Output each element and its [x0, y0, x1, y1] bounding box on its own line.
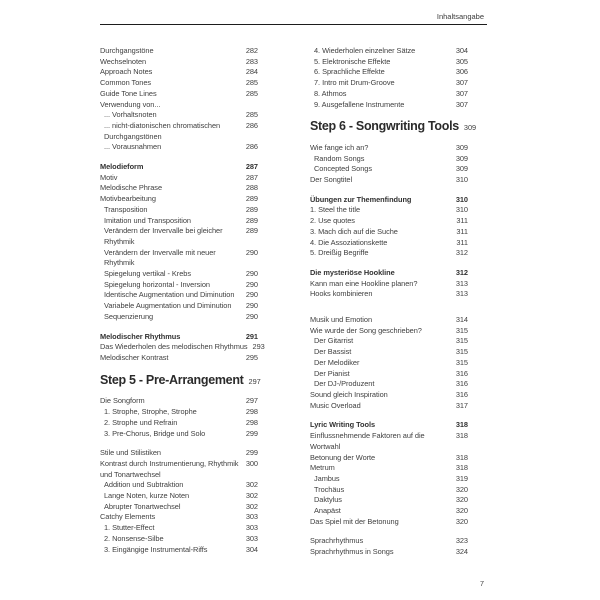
toc-section-gap [100, 439, 258, 448]
toc-entry-title: 4. Wiederholen einzelner Sätze [314, 46, 416, 55]
toc-entry-title: Melodischer Kontrast [100, 352, 169, 362]
toc-entry-title: Melodieform [100, 162, 144, 172]
toc-entry [310, 431, 468, 442]
toc-entry-title: Hooks kombinieren [310, 289, 373, 299]
toc-entry [100, 459, 258, 470]
toc-entry [100, 162, 258, 173]
toc-entry [310, 369, 468, 380]
toc-entry-title: Melodische Phrase [100, 183, 163, 193]
toc-entry [100, 173, 258, 184]
toc-entry-page-number: 311 [456, 237, 468, 247]
toc-entry-title: Sprachrhythmus [310, 536, 364, 546]
toc-entry-title: 3. Pre-Chorus, Bridge und Solo [104, 428, 206, 438]
toc-entry-title: ... Vorhaltsnoten [104, 110, 157, 120]
toc-entry-page-number: 318 [455, 452, 468, 462]
toc-columns [100, 46, 477, 558]
toc-entry-page-number: 303 [245, 533, 258, 543]
toc-entry-title: Metrum [310, 463, 335, 473]
toc-entry-page-number: 313 [455, 278, 468, 288]
toc-entry [100, 396, 258, 407]
toc-entry-page-number: 312 [455, 267, 468, 277]
toc-entry [310, 401, 468, 412]
toc-section-gap [100, 153, 258, 162]
toc-entry-page-number: 316 [455, 389, 468, 399]
toc-entry-page-number: 303 [245, 512, 258, 522]
toc-entry [100, 280, 258, 291]
toc-entry-page-number: 310 [455, 175, 468, 185]
toc-entry-title: Abrupter Tonartwechsel [104, 501, 181, 511]
toc-entry-page-number: 285 [245, 88, 258, 98]
toc-entry-page-number: 290 [245, 279, 258, 289]
toc-entry-page-number: 323 [455, 536, 468, 546]
toc-entry-page-number: 315 [455, 357, 468, 367]
toc-entry-title: Imitation und Transposition [104, 215, 191, 225]
toc-entry-title: Trochäus [314, 484, 345, 494]
toc-entry-page-number: 309 [455, 164, 468, 174]
toc-entry-title: Motiv [100, 172, 118, 182]
toc-entry-title: Step 6 - Songwriting Tools [310, 119, 459, 134]
toc-entry-page-number: 287 [245, 172, 258, 182]
toc-entry [310, 46, 468, 57]
toc-entry [100, 407, 258, 418]
toc-entry-title: Übungen zur Themenfindung [310, 194, 412, 204]
toc-entry [100, 448, 258, 459]
toc-entry-page-number: 317 [455, 400, 468, 410]
toc-entry-page-number: 303 [245, 523, 258, 533]
toc-entry-title: Daktylus [314, 495, 342, 505]
toc-entry [100, 121, 258, 132]
toc-entry [100, 89, 258, 100]
toc-entry-page-number: 320 [455, 495, 468, 505]
toc-entry [100, 258, 258, 269]
toc-entry-title: Identische Augmentation und Diminution [104, 290, 235, 300]
toc-entry [310, 506, 468, 517]
header-rule [100, 24, 487, 25]
toc-entry [100, 470, 258, 481]
toc-entry-page-number: 286 [245, 120, 258, 130]
toc-entry-title: 1. Stutter-Effect [104, 523, 155, 533]
toc-entry [100, 502, 258, 513]
toc-entry-page-number: 299 [245, 428, 258, 438]
toc-entry [310, 289, 468, 300]
toc-entry [100, 205, 258, 216]
toc-entry [100, 226, 258, 237]
toc-entry [310, 347, 468, 358]
toc-entry [310, 164, 468, 175]
toc-entry-page-number: 305 [455, 56, 468, 66]
toc-entry [100, 132, 258, 143]
toc-entry-page-number: 310 [455, 194, 468, 204]
toc-entry [100, 312, 258, 323]
toc-entry [100, 290, 258, 301]
toc-entry-page-number: 324 [455, 547, 468, 557]
toc-entry-page-number: 307 [455, 99, 468, 109]
toc-entry-title: Der Bassist [314, 347, 352, 357]
toc-entry [310, 268, 468, 279]
toc-entry [310, 248, 468, 259]
toc-entry [310, 78, 468, 89]
toc-entry [310, 227, 468, 238]
toc-entry-page-number: 319 [455, 473, 468, 483]
toc-entry-title: Spiegelung horizontal - Inversion [104, 279, 210, 289]
toc-entry-title: 3. Eingängige Instrumental-Riffs [104, 544, 208, 554]
toc-entry-title: 3. Mach dich auf die Suche [310, 226, 398, 236]
toc-entry-page-number: 320 [455, 484, 468, 494]
toc-entry-title: Step 5 - Pre-Arrangement [100, 372, 244, 387]
toc-entry-page-number: 285 [245, 78, 258, 88]
toc-entry-title: Jambus [314, 473, 340, 483]
toc-entry [310, 216, 468, 227]
toc-entry-title: Verwendung von... [100, 99, 161, 109]
toc-entry-title: Sound gleich Inspiration [310, 389, 388, 399]
toc-entry [100, 110, 258, 121]
toc-entry [100, 57, 258, 68]
toc-entry-page-number: 290 [245, 311, 258, 321]
toc-entry [100, 429, 258, 440]
toc-entry [310, 315, 468, 326]
toc-entry [100, 353, 258, 364]
toc-entry-page-number: 284 [245, 67, 258, 77]
toc-chapter-heading [310, 119, 477, 134]
toc-entry [100, 248, 258, 259]
toc-entry-page-number: 309 [455, 153, 468, 163]
toc-entry [310, 175, 468, 186]
toc-entry-title: Wie fange ich an? [310, 142, 369, 152]
toc-entry-page-number: 318 [455, 431, 468, 441]
toc-entry-title: Approach Notes [100, 67, 153, 77]
toc-entry [310, 420, 468, 431]
toc-entry-page-number: 283 [245, 56, 258, 66]
toc-entry-title: Stile und Stilistiken [100, 448, 161, 458]
toc-entry-page-number: 309 [455, 142, 468, 152]
toc-entry-page-number: 314 [455, 315, 468, 325]
toc-section-gap [100, 323, 258, 332]
toc-entry [100, 216, 258, 227]
toc-chapter-heading [100, 372, 261, 388]
toc-entry-page-number: 297 [245, 396, 258, 406]
toc-entry [310, 547, 468, 558]
toc-entry-page-number: 302 [245, 491, 258, 501]
toc-entry [310, 238, 468, 249]
toc-entry-page-number: 289 [245, 215, 258, 225]
toc-entry-page-number: 304 [245, 544, 258, 554]
toc-entry-title: Das Wiederholen des melodischen Rhythmus [100, 342, 248, 352]
page-header-title: Inhaltsangabe [436, 12, 484, 21]
toc-entry [100, 142, 258, 153]
toc-entry-title: Guide Tone Lines [100, 88, 157, 98]
toc-entry-title: Wie wurde der Song geschrieben? [310, 325, 422, 335]
toc-section-gap [310, 259, 468, 268]
toc-entry-title: Die mysteriöse Hookline [310, 267, 395, 277]
toc-entry [310, 279, 468, 290]
toc-entry-page-number: 306 [455, 67, 468, 77]
toc-entry [100, 78, 258, 89]
toc-entry-page-number: 310 [455, 205, 468, 215]
toc-entry [310, 100, 468, 111]
toc-entry-title: Variabele Augmentation und Diminution [104, 301, 232, 311]
toc-entry-page-number: 315 [455, 325, 468, 335]
toc-entry-title: Das Spiel mit der Betonung [310, 516, 399, 526]
toc-entry-page-number: 287 [245, 162, 258, 172]
toc-entry-page-number: 304 [455, 46, 468, 55]
toc-section-gap [310, 411, 468, 420]
toc-entry-page-number: 288 [245, 183, 258, 193]
toc-entry-title: 2. Nonsense-Silbe [104, 533, 164, 543]
toc-entry-page-number: 302 [245, 501, 258, 511]
toc-entry-title: 1. Steel the title [310, 205, 361, 215]
toc-entry [100, 342, 265, 353]
toc-entry [310, 336, 468, 347]
toc-entry [100, 194, 258, 205]
toc-entry-page-number: 290 [245, 269, 258, 279]
toc-entry [310, 195, 468, 206]
toc-entry-title: 1. Strophe, Strophe, Strophe [104, 407, 197, 417]
toc-entry-page-number: 318 [455, 463, 468, 473]
toc-entry-page-number: 315 [455, 347, 468, 357]
toc-entry-page-number: 311 [456, 216, 468, 226]
toc-entry [310, 89, 468, 100]
toc-section-gap [310, 300, 468, 315]
toc-entry-title: Kontrast durch Instrumentierung, Rhythmik [100, 458, 239, 468]
toc-entry-page-number: 282 [245, 46, 258, 55]
toc-entry [310, 67, 468, 78]
toc-entry-title: Wortwahl [310, 441, 341, 451]
toc-entry-title: Melodischer Rhythmus [100, 331, 181, 341]
toc-entry-page-number: 290 [245, 290, 258, 300]
toc-entry-title: 5. Dreißig Begriffe [310, 248, 369, 258]
toc-entry [310, 517, 468, 528]
toc-entry-title: 5. Elektronische Effekte [314, 56, 391, 66]
toc-entry-title: Lange Noten, kurze Noten [104, 491, 190, 501]
toc-entry-page-number: 289 [245, 194, 258, 204]
toc-entry-title: Common Tones [100, 78, 152, 88]
toc-entry-page-number: 316 [455, 379, 468, 389]
toc-entry [100, 491, 258, 502]
toc-entry-title: Anapäst [314, 506, 341, 516]
toc-entry [100, 100, 258, 111]
toc-entry-page-number: 320 [455, 506, 468, 516]
toc-entry-page-number: 286 [245, 142, 258, 152]
toc-entry-title: ... Vorausnahmen [104, 142, 162, 152]
toc-entry [100, 237, 258, 248]
toc-entry [100, 418, 258, 429]
toc-entry [100, 480, 258, 491]
toc-entry-page-number: 312 [455, 248, 468, 258]
toc-entry-title: ... nicht-diatonischen chromatischen [104, 120, 221, 130]
toc-entry [310, 379, 468, 390]
toc-entry [310, 390, 468, 401]
toc-entry-page-number: 320 [455, 516, 468, 526]
toc-entry-title: Music Overload [310, 400, 361, 410]
toc-entry [310, 326, 468, 337]
toc-entry-page-number: 298 [245, 407, 258, 417]
toc-entry-title: Rhythmik [104, 236, 135, 246]
toc-entry-title: 2. Use quotes [310, 216, 355, 226]
toc-entry [310, 536, 468, 547]
toc-entry-title: 4. Die Assoziationskette [310, 237, 388, 247]
toc-entry [100, 67, 258, 78]
toc-section-gap [310, 527, 468, 536]
toc-entry-title: Sprachrhythmus in Songs [310, 547, 394, 557]
toc-entry [310, 358, 468, 369]
toc-entry [310, 154, 468, 165]
toc-entry-page-number: 293 [252, 342, 265, 352]
toc-column-right [310, 46, 477, 558]
toc-entry-title: Random Songs [314, 153, 365, 163]
toc-entry [100, 523, 258, 534]
toc-entry-title: Die Songform [100, 396, 145, 406]
toc-entry-page-number: 297 [248, 376, 261, 386]
toc-entry [100, 269, 258, 280]
toc-entry-title: Musik und Emotion [310, 315, 372, 325]
toc-entry-title: Verändern der Invervalle bei gleicher [104, 226, 223, 236]
toc-entry-title: Sequenzierung [104, 311, 154, 321]
toc-entry [100, 183, 258, 194]
toc-entry-title: Einflussnehmende Faktoren auf die [310, 431, 425, 441]
toc-entry-title: Rhythmik [104, 258, 135, 268]
toc-entry-page-number: 311 [456, 226, 468, 236]
toc-entry-title: 2. Strophe und Refrain [104, 417, 178, 427]
toc-entry-title: 6. Sprachliche Effekte [314, 67, 385, 77]
toc-entry-page-number: 302 [245, 480, 258, 490]
toc-entry [100, 545, 258, 556]
toc-entry [310, 57, 468, 68]
toc-entry [310, 453, 468, 464]
toc-entry-title: Lyric Writing Tools [310, 420, 376, 430]
toc-column-left [100, 46, 265, 558]
toc-entry-page-number: 309 [463, 123, 477, 133]
toc-entry-title: Durchgangstöne [100, 46, 154, 55]
toc-entry [310, 474, 468, 485]
toc-entry-page-number: 291 [245, 331, 258, 341]
toc-entry-page-number: 299 [245, 448, 258, 458]
toc-entry-page-number: 300 [245, 458, 258, 468]
toc-entry [100, 46, 258, 57]
toc-entry-page-number: 315 [455, 336, 468, 346]
toc-entry [310, 463, 468, 474]
toc-entry-title: Catchy Elements [100, 512, 156, 522]
toc-entry-page-number: 290 [245, 247, 258, 257]
toc-entry-page-number: 295 [245, 352, 258, 362]
toc-entry-title: 9. Ausgefallene Instrumente [314, 99, 405, 109]
toc-entry-page-number: 290 [245, 301, 258, 311]
toc-entry-title: Verändern der Invervalle mit neuer [104, 247, 216, 257]
toc-entry-title: 8. Athmos [314, 88, 347, 98]
toc-entry-page-number: 289 [245, 204, 258, 214]
toc-entry [100, 512, 258, 523]
toc-entry-title: Der DJ-/Produzent [314, 379, 375, 389]
toc-entry-title: Der Melodiker [314, 357, 360, 367]
toc-entry-title: Wechselnoten [100, 56, 147, 66]
toc-entry-page-number: 285 [245, 110, 258, 120]
toc-entry [310, 143, 468, 154]
toc-entry [310, 495, 468, 506]
toc-entry-page-number: 313 [455, 289, 468, 299]
toc-entry [310, 442, 468, 453]
toc-entry-page-number: 298 [245, 417, 258, 427]
toc-entry-title: Der Pianist [314, 368, 350, 378]
toc-entry-title: Spiegelung vertikal - Krebs [104, 269, 191, 279]
toc-entry-title: Betonung der Worte [310, 452, 376, 462]
toc-entry-title: Transposition [104, 204, 148, 214]
toc-entry-title: Concepted Songs [314, 164, 373, 174]
toc-entry-page-number: 318 [455, 420, 468, 430]
toc-section-gap [310, 186, 468, 195]
toc-entry-title: Motivbearbeitung [100, 194, 156, 204]
toc-entry-title: Addition und Subtraktion [104, 480, 184, 490]
toc-entry-title: Der Songtitel [310, 175, 353, 185]
toc-entry-page-number: 316 [455, 368, 468, 378]
page-number: 7 [479, 579, 484, 588]
toc-entry-title: Kann man eine Hookline planen? [310, 278, 418, 288]
toc-entry [310, 485, 468, 496]
toc-entry-page-number: 307 [455, 88, 468, 98]
toc-entry-page-number: 289 [245, 226, 258, 236]
toc-entry-title: und Tonartwechsel [100, 469, 161, 479]
toc-entry [100, 332, 258, 343]
toc-entry [100, 301, 258, 312]
toc-entry [100, 534, 258, 545]
toc-entry-page-number: 307 [455, 78, 468, 88]
toc-entry-title: Der Gitarrist [314, 336, 354, 346]
toc-entry [310, 205, 468, 216]
toc-entry-title: 7. Intro mit Drum-Groove [314, 78, 395, 88]
toc-entry-title: Durchgangstönen [104, 131, 162, 141]
